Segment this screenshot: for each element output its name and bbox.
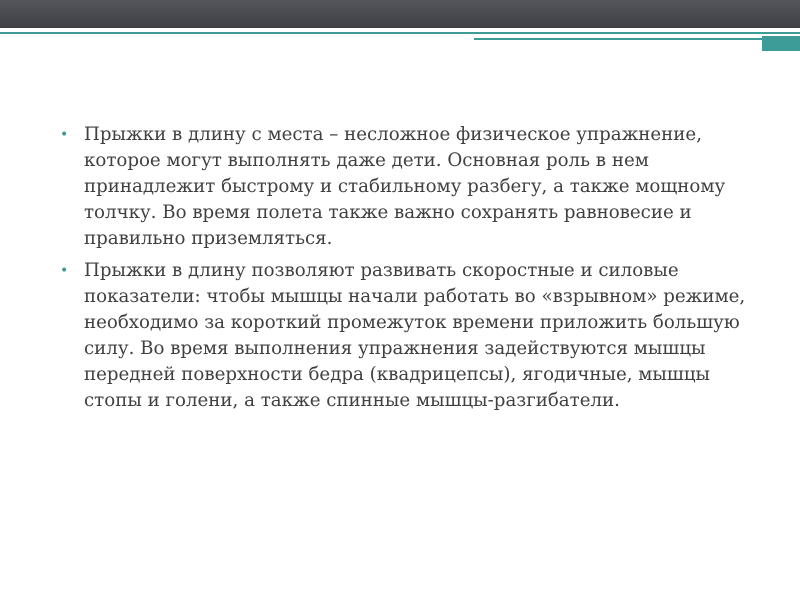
bullet-icon: •: [60, 127, 69, 143]
accent-block: [762, 36, 800, 51]
bullet-item: [58, 122, 748, 252]
bullet-text: Прыжки в длину с места – несложное физическое упражнение, которое могут выполнять даже дети. Основная роль в нем принадлежит быстрому и стабильному разбегу, а также мощному толчку. Во время полета также важно сохранять равновесие и правильно приземляться.: [84, 124, 726, 249]
bullet-text: Прыжки в длину позволяют развивать скоростные и силовые показатели: чтобы мышцы начали работать во «взрывном» режиме, необходимо за короткий промежуток времени приложить большую силу. Во время выполнения упражнения задействуются мышцы передней поверхности бедра (квадрицепсы), ягодичные, мышцы стопы и голени, а также спинные мышцы-разгибатели.: [84, 260, 746, 411]
slide-content: [58, 122, 748, 420]
header-bar: [0, 0, 800, 28]
bullet-item: [58, 258, 748, 414]
bullet-icon: •: [60, 263, 69, 279]
accent-line: [474, 38, 800, 40]
bullet-list: [58, 122, 748, 414]
header-rule: [0, 32, 800, 34]
